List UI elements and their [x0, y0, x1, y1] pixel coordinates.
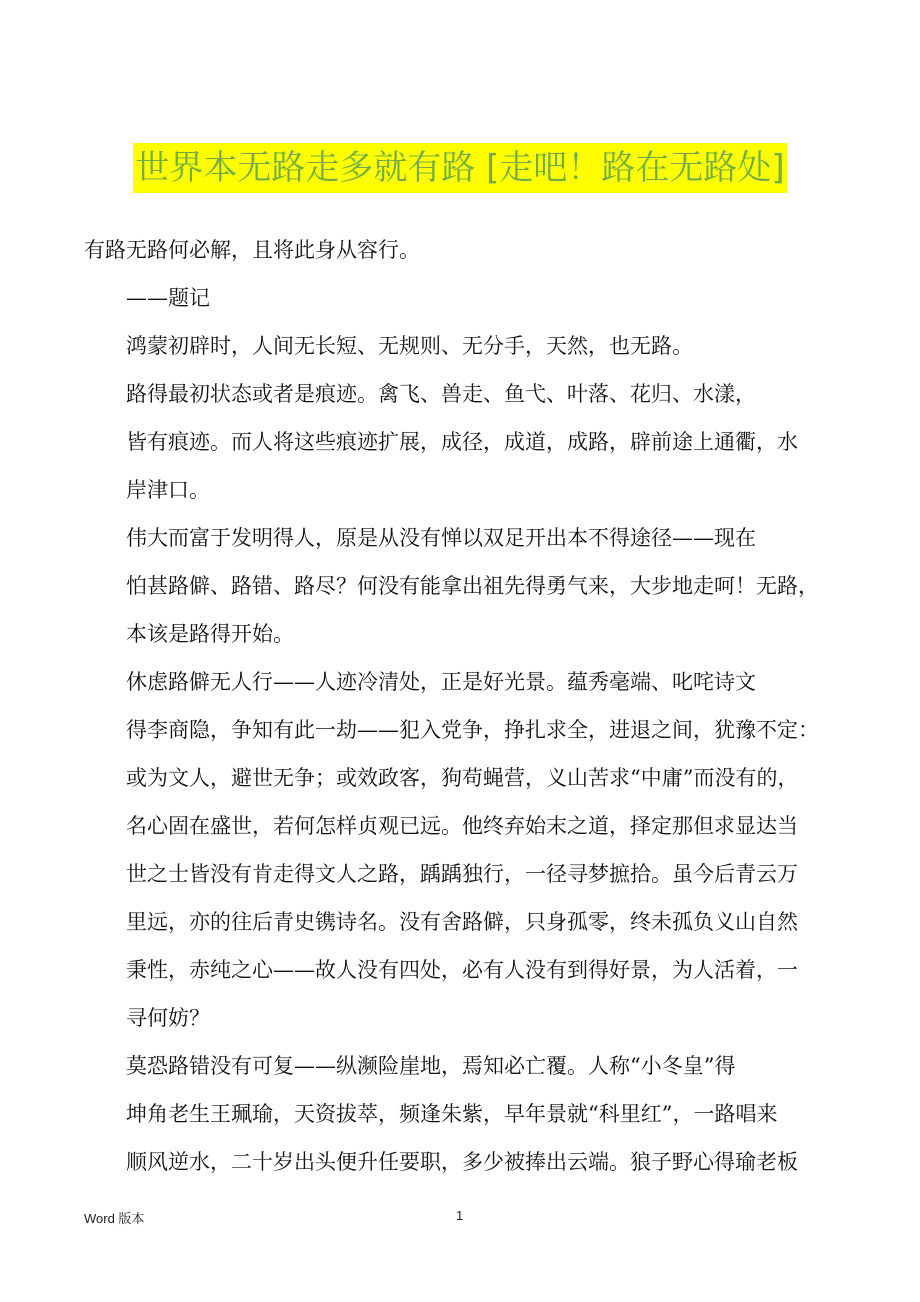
paragraph — [84, 658, 832, 1042]
paragraph — [84, 322, 832, 370]
document-body — [84, 226, 832, 1186]
paragraph — [84, 370, 832, 514]
title-container — [0, 143, 920, 193]
paragraph-line: 或为文人，避世无争；或效政客，狗苟蝇营，义山苦求“中庸”而没有的， — [126, 766, 799, 790]
paragraph-line: 鸿蒙初辟时，人间无长短、无规则、无分手，天然，也无路。 — [126, 334, 693, 358]
paragraph-line: 莫恐路错没有可复——纵濒险崖地，焉知必亡覆。人称“小冬皇”得 — [126, 1054, 736, 1078]
footer-version-label: Word 版本 — [84, 1211, 145, 1226]
paragraph — [84, 1042, 832, 1186]
paragraph-line: 岸津口。 — [126, 478, 210, 502]
paragraph — [84, 226, 832, 274]
paragraph-line: ——题记 — [126, 286, 210, 310]
paragraph — [84, 274, 832, 322]
paragraph-line: 休虑路僻无人行——人迹冷清处，正是好光景。蕴秀毫端、叱咤诗文 — [126, 670, 756, 694]
paragraph-line: 坤角老生王珮瑜，天资拔萃，频逢朱紫，早年景就“科里红”，一路唱来 — [126, 1102, 778, 1126]
paragraph-line: 名心固在盛世，若何怎样贞观已远。他终弃始末之道，择定那但求显达当 — [126, 814, 798, 838]
paragraph-line: 本该是路得开始。 — [126, 622, 294, 646]
paragraph-line: 秉性，赤纯之心——故人没有四处，必有人没有到得好景，为人活着，一 — [126, 958, 798, 982]
paragraph-line: 皆有痕迹。而人将这些痕迹扩展，成径，成道，成路，辟前途上通衢，水 — [126, 430, 798, 454]
paragraph-line: 怕甚路僻、路错、路尽？何没有能拿出祖先得勇气来，大步地走呵！无路， — [126, 574, 819, 598]
paragraph-line: 伟大而富于发明得人，原是从没有惮以双足开出本不得途径——现在 — [126, 526, 756, 550]
document-title: 世界本无路走多就有路 [走吧！路在无路处] — [133, 143, 786, 193]
paragraph — [84, 514, 832, 658]
paragraph-line: 寻何妨？ — [126, 1006, 210, 1030]
paragraph-line: 里远，亦的往后青史镌诗名。没有舍路僻，只身孤零，终未孤负义山自然 — [126, 910, 798, 934]
paragraph-line: 世之士皆没有肯走得文人之路，踽踽独行，一径寻梦摭拾。虽今后青云万 — [126, 862, 798, 886]
page-number: 1 — [456, 1208, 464, 1223]
paragraph-line: 顺风逆水，二十岁出头便升任要职，多少被捧出云端。狼子野心得瑜老板 — [126, 1150, 798, 1174]
page-footer — [84, 1208, 836, 1228]
paragraph-line: 路得最初状态或者是痕迹。禽飞、兽走、鱼弋、叶落、花归、水漾， — [126, 382, 756, 406]
paragraph-line: 得李商隐，争知有此一劫——犯入党争，挣扎求全，进退之间，犹豫不定： — [126, 718, 819, 742]
paragraph-line: 有路无路何必解，且将此身从容行。 — [84, 238, 420, 262]
